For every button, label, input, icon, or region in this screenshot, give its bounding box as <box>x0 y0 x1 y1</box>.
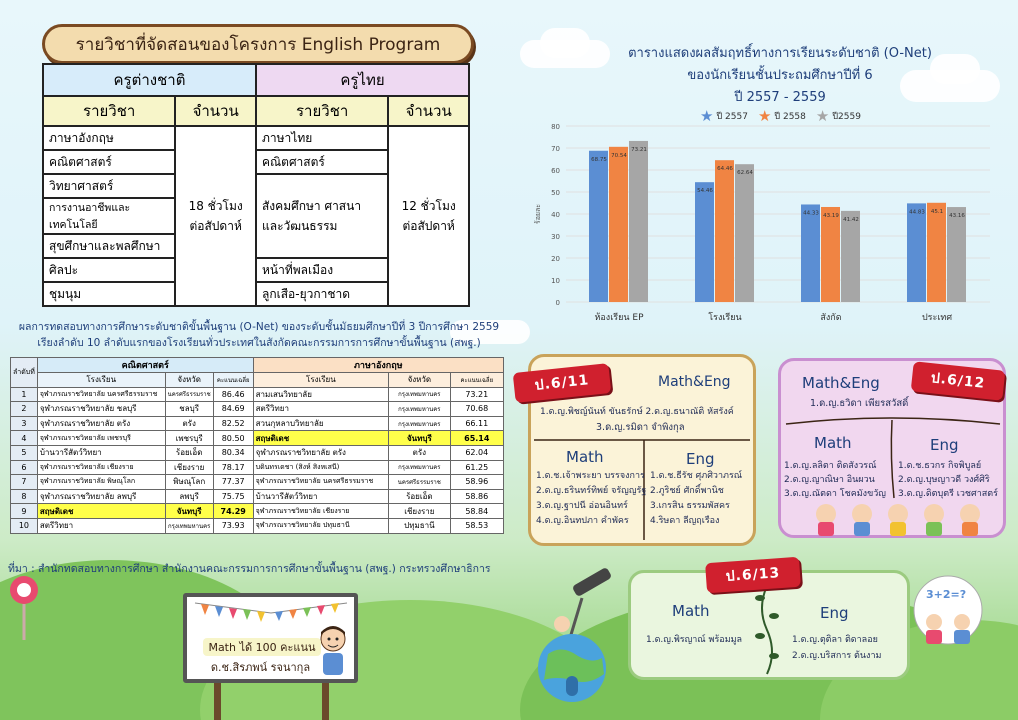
foreign-subject: ศิลปะ <box>43 258 175 282</box>
math-score-cell: 75.75 <box>213 489 253 504</box>
billboard-line1: Math ได้ 100 คะแนน <box>203 638 321 656</box>
math-province-cell: จันทบุรี <box>165 504 213 519</box>
y-tick-label: 40 <box>551 211 560 219</box>
thai-subject <box>256 174 388 258</box>
legend-label: ปี 2558 <box>774 112 806 122</box>
x-tick-label: ห้องเรียน EP <box>594 313 644 323</box>
thai-teacher-header: ครูไทย <box>256 64 469 96</box>
math-province-cell: นครศรีธรรมราช <box>165 387 213 402</box>
eng-score-cell: 65.14 <box>450 431 503 446</box>
math-province-cell: เชียงราย <box>165 460 213 475</box>
table-row <box>11 402 504 417</box>
data-label: 44.33 <box>803 210 819 217</box>
y-tick-label: 60 <box>551 167 560 175</box>
class-611-eng-name: 4.ริษดา ลีญฤเรือง <box>650 516 720 526</box>
math-province-cell: ชลบุรี <box>165 402 213 417</box>
thai-hours-line1: 12 ชั่วโมง <box>401 199 456 213</box>
class-611-math-name: 3.ด.ญ.ฐาปนี อ่อนอินทร์ <box>536 501 628 511</box>
class-613-tag: ป.6/13 <box>705 557 801 593</box>
eng-score-cell: 58.96 <box>450 475 503 490</box>
table-row <box>11 504 504 519</box>
math-province-cell: ร้อยเอ็ด <box>165 445 213 460</box>
foreign-subject: สุขศึกษาและพลศึกษา <box>43 234 175 258</box>
y-tick-label: 50 <box>551 189 560 197</box>
table-row <box>11 460 504 475</box>
bar <box>841 211 860 302</box>
y-tick-label: 10 <box>551 277 560 285</box>
eng-province-cell: ตรัง <box>389 445 450 460</box>
eng-score-cell: 73.21 <box>450 387 503 402</box>
data-label: 43.16 <box>949 213 965 220</box>
data-label: 73.21 <box>631 146 647 153</box>
rank-cell: 5 <box>11 445 38 460</box>
class-611-eng-name: 2.ภูริชย์ ศักดิ์พานิช <box>650 486 724 496</box>
count-col-header: จำนวน <box>388 96 469 126</box>
eng-school-cell: สามเสนวิทยาลัย <box>253 387 388 402</box>
class-613-eng-name: 1.ด.ญ.ตุติลา ติดาลอย <box>792 635 878 645</box>
data-label: 45.1 <box>930 208 944 215</box>
count-col-header: จำนวน <box>175 96 256 126</box>
bar <box>695 182 714 302</box>
data-label: 70.54 <box>611 152 627 159</box>
score-col-header: คะแนนเฉลี่ย <box>213 373 253 388</box>
bar <box>609 147 628 302</box>
thai-subject: หน้าที่พลเมือง <box>256 258 388 282</box>
class-612-main-line1: 1.ด.ญ.ธวิดา เพียรสวัสดิ์ <box>810 398 909 409</box>
eng-score-cell: 66.11 <box>450 416 503 431</box>
eng-school-cell: สตรีวิทยา <box>253 402 388 417</box>
eng-score-cell: 58.53 <box>450 518 503 533</box>
data-label: 43.19 <box>823 212 839 219</box>
foreign-subject: ภาษาอังกฤษ <box>43 126 175 150</box>
eng-school-cell: บ้านวารีสัตว์วิทยา <box>253 489 388 504</box>
eng-score-cell: 70.68 <box>450 402 503 417</box>
class-611-math-name: 1.ด.ช.เจ้าพระยา บรรจงการ <box>536 471 645 481</box>
results-caption-line1: ผลการทดสอบทางการศึกษาระดับชาติขั้นพื้นฐาน (O-Net) ของระดับชั้นมัธยมศึกษาปีที่ 3 ปีการศึกษา 2559 <box>18 321 500 333</box>
bar <box>589 151 608 302</box>
y-tick-label: 0 <box>555 299 560 307</box>
data-label: 68.75 <box>591 156 607 163</box>
table-row <box>11 518 504 533</box>
bar <box>907 203 926 302</box>
rank-header: ลำดับที่ <box>11 358 38 388</box>
eng-group-header: ภาษาอังกฤษ <box>253 358 503 373</box>
class-612-math-title: Math <box>814 434 852 452</box>
eng-score-cell: 62.04 <box>450 445 503 460</box>
legend-label: ปี2559 <box>832 112 861 122</box>
math-kid-bubble: 3+2=? <box>926 588 967 601</box>
eng-school-cell: จุฬาภรณราชวิทยาลัย ตรัง <box>253 445 388 460</box>
bar <box>947 207 966 302</box>
table-row <box>11 489 504 504</box>
class-613-eng-title: Eng <box>820 604 849 622</box>
thai-subject: คณิตศาสตร์ <box>256 150 388 174</box>
class-613-math-name: 1.ด.ญ.พิรญาณ์ พร้อมมูล <box>646 635 743 645</box>
star-icon: ★ <box>700 107 714 125</box>
math-province-cell: ลพบุรี <box>165 489 213 504</box>
class-612-math-name: 2.ด.ญ.ญาณิษา อินผวน <box>784 475 875 485</box>
foreign-subject: วิทยาศาสตร์ <box>43 174 175 198</box>
foreign-hours-line1: 18 ชั่วโมง <box>188 199 243 213</box>
billboard-post <box>214 683 221 720</box>
class-612-main-title: Math&Eng <box>802 374 880 392</box>
class-612-eng-title: Eng <box>930 436 959 454</box>
data-label: 62.64 <box>737 170 753 177</box>
thai-subject-line2: และวัฒนธรรม <box>261 219 338 233</box>
math-score-cell: 86.46 <box>213 387 253 402</box>
province-col-header: จังหวัด <box>389 373 450 388</box>
x-tick-label: ประเทศ <box>921 313 953 323</box>
thai-subject: ลูกเสือ-ยุวกาชาด <box>256 282 388 306</box>
class-612-math-name: 3.ด.ญ.ณัตดา โชคมังขวัญ <box>784 489 886 499</box>
math-school-cell: จุฬาภรณราชวิทยาลัย นครศรีธรรมราช <box>37 387 165 402</box>
eng-school-cell: บดินทรเดชา (สิงห์ สิงหเสนี) <box>253 460 388 475</box>
lollipop-icon <box>4 572 44 642</box>
data-label: 41.42 <box>843 216 859 223</box>
eng-score-cell: 58.84 <box>450 504 503 519</box>
table-row <box>11 416 504 431</box>
eng-school-cell: จุฬาภรณราชวิทยาลัย นครศรีธรรมราช <box>253 475 388 490</box>
chart-title-line2: ของนักเรียนชั้นประถมศึกษาปีที่ 6 <box>687 68 873 83</box>
rank-cell: 9 <box>11 504 38 519</box>
foreign-subject: ชุมนุม <box>43 282 175 306</box>
table-row <box>11 431 504 446</box>
foreign-subject: คณิตศาสตร์ <box>43 150 175 174</box>
math-province-cell: เพชรบุรี <box>165 431 213 446</box>
billboard-post <box>322 683 329 720</box>
rank-cell: 2 <box>11 402 38 417</box>
bar <box>821 207 840 302</box>
source-note: ที่มา : สำนักทดสอบทางการศึกษา สำนักงานคณะกรรมการการศึกษาขั้นพื้นฐาน (สพฐ.) กระทรวงศึกษาธิการ <box>8 563 491 575</box>
class-612-math-name: 1.ด.ญ.ลลิตา ติดสังวรณ์ <box>784 461 877 471</box>
y-axis-label: ร้อยละ <box>534 203 542 225</box>
math-score-cell: 78.17 <box>213 460 253 475</box>
data-label: 54.46 <box>697 188 713 195</box>
eng-school-cell: จุฬาภรณราชวิทยาลัย ปทุมธานี <box>253 518 388 533</box>
math-score-cell: 84.69 <box>213 402 253 417</box>
school-col-header: โรงเรียน <box>37 373 165 388</box>
y-tick-label: 30 <box>551 233 560 241</box>
eng-score-cell: 61.25 <box>450 460 503 475</box>
top10-schools-table <box>10 357 504 534</box>
class-611-eng-name: 3.เกรสิน ธรรมพัสคร <box>650 501 730 511</box>
y-tick-label: 70 <box>551 145 560 153</box>
class-611-main-line2: 3.ด.ญ.รมิดา จำพิงกุล <box>596 422 685 433</box>
math-school-cell: สตรีวิทยา <box>37 518 165 533</box>
math-score-cell: 73.93 <box>213 518 253 533</box>
math-province-cell: ตรัง <box>165 416 213 431</box>
math-school-cell: จุฬาภรณราชวิทยาลัย เชียงราย <box>37 460 165 475</box>
eng-province-cell: กรุงเทพมหานคร <box>389 402 450 417</box>
math-school-cell: จุฬาภรณราชวิทยาลัย พิษณุโลก <box>37 475 165 490</box>
class-612-eng-name: 2.ด.ญ.บุษญาวดี วงศ์ศิริ <box>898 475 990 485</box>
eng-score-cell: 58.86 <box>450 489 503 504</box>
eng-province-cell: กรุงเทพมหานคร <box>389 416 450 431</box>
rank-cell: 4 <box>11 431 38 446</box>
y-tick-label: 20 <box>551 255 560 263</box>
rank-cell: 1 <box>11 387 38 402</box>
class-611-math-name: 4.ด.ญ.อินทปภา คำพัคร <box>536 516 629 526</box>
y-tick-label: 80 <box>551 123 560 131</box>
eng-school-cell: สฤษดิเดช <box>253 431 388 446</box>
math-school-cell: บ้านวารีสัตว์วิทยา <box>37 445 165 460</box>
eng-province-cell: เชียงราย <box>389 504 450 519</box>
data-label: 44.83 <box>909 209 925 216</box>
eng-province-cell: ปทุมธานี <box>389 518 450 533</box>
kids-illustration-icon <box>804 500 994 536</box>
cloud <box>540 28 590 58</box>
eng-school-cell: สวนกุหลาบวิทยาลัย <box>253 416 388 431</box>
eng-school-cell: จุฬาภรณราชวิทยาลัย เชียงราย <box>253 504 388 519</box>
vine-divider-icon <box>752 584 782 676</box>
math-province-cell: กรุงเทพมหานคร <box>165 518 213 533</box>
legend-label: ปี 2557 <box>716 112 748 122</box>
class-612-tag: ป.6/12 <box>911 361 1006 400</box>
thai-subject: ภาษาไทย <box>256 126 388 150</box>
thai-hours-line2: ต่อสัปดาห์ <box>402 219 455 233</box>
eng-province-cell: กรุงเทพมหานคร <box>389 387 450 402</box>
math-group-header: คณิตศาสตร์ <box>37 358 253 373</box>
bar <box>927 203 946 302</box>
table-row <box>11 445 504 460</box>
foreign-subject: การงานอาชีพและเทคโนโลยี <box>43 198 175 234</box>
table-row <box>11 387 504 402</box>
thai-hours <box>388 126 469 306</box>
foreign-hours-line2: ต่อสัปดาห์ <box>189 219 242 233</box>
math-school-cell: จุฬาภรณราชวิทยาลัย เพชรบุรี <box>37 431 165 446</box>
class-611-main-title: Math&Eng <box>658 374 731 390</box>
class-611-tag: ป.6/11 <box>513 363 612 403</box>
math-school-cell: จุฬาภรณราชวิทยาลัย ตรัง <box>37 416 165 431</box>
star-icon: ★ <box>815 107 830 125</box>
math-school-cell: จุฬาภรณราชวิทยาลัย ชลบุรี <box>37 402 165 417</box>
foreign-teacher-header: ครูต่างชาติ <box>43 64 256 96</box>
class-611-math-name: 2.ด.ญ.ธรินทร์ทิพย์ จรัญญรัฐ <box>536 486 647 496</box>
x-tick-label: สังกัด <box>820 313 842 323</box>
rank-cell: 10 <box>11 518 38 533</box>
math-school-cell: จุฬาภรณราชวิทยาลัย ลพบุรี <box>37 489 165 504</box>
class-613-math-title: Math <box>672 602 710 620</box>
bar <box>629 141 648 302</box>
chart-title-line1: ตารางแสดงผลสัมฤทธิ์ทางการเรียนระดับชาติ (O-Net) <box>628 46 932 61</box>
table-row <box>11 475 504 490</box>
class-613-eng-name: 2.ด.ญ.บริสการ ต้นงาม <box>792 651 882 661</box>
class-612-eng-name: 1.ด.ช.ธวกร กิจพิบูลย์ <box>898 461 982 471</box>
math-score-cell: 80.34 <box>213 445 253 460</box>
score-col-header: คะแนนเฉลี่ย <box>450 373 503 388</box>
bar <box>735 164 754 302</box>
math-score-cell: 74.29 <box>213 504 253 519</box>
class-612-eng-name: 3.ด.ญ.ดิตบุตรี เวชศาสตร์ <box>898 489 998 499</box>
globe-telescope-icon <box>522 568 622 708</box>
eng-province-cell: กรุงเทพมหานคร <box>389 460 450 475</box>
eng-province-cell: ร้อยเอ็ด <box>389 489 450 504</box>
x-tick-label: โรงเรียน <box>708 313 742 323</box>
ep-title-text: รายวิชาที่จัดสอนของโครงการ English Program <box>75 34 441 55</box>
data-label: 64.46 <box>717 166 733 173</box>
ep-subjects-table <box>42 63 470 307</box>
billboard-line2: ด.ช.สิรภพน์ รจนากุล <box>210 661 311 674</box>
subject-col-header: รายวิชา <box>43 96 175 126</box>
math-province-cell: พิษณุโลก <box>165 475 213 490</box>
eng-province-cell: นครศรีธรรมราช <box>389 475 450 490</box>
class-611-eng-name: 1.ด.ช.ธีรัช ศุภศิวาภรณ์ <box>650 471 743 481</box>
rank-cell: 3 <box>11 416 38 431</box>
foreign-hours <box>175 126 256 306</box>
chart-title-line3: ปี 2557 - 2559 <box>734 90 826 105</box>
rank-cell: 7 <box>11 475 38 490</box>
onet-bar-chart <box>530 118 1000 328</box>
math-score-cell: 80.50 <box>213 431 253 446</box>
thai-subject-line1: สังคมศึกษา ศาสนา <box>261 199 362 213</box>
eng-province-cell: จันทบุรี <box>389 431 450 446</box>
class-611-main-line1: 1.ด.ญ.พิชญ์นันท์ ขันธรักษ์ 2.ด.ญ.ธนาณัติ หัสรังค์ <box>540 407 734 417</box>
results-caption-line2: เรียงลำดับ 10 ลำดับแรกของโรงเรียนทั่วประเทศในสังกัดคณะกรรมการการศึกษาขั้นพื้นฐาน (สพฐ.) <box>37 337 481 349</box>
rank-cell: 6 <box>11 460 38 475</box>
school-col-header: โรงเรียน <box>253 373 388 388</box>
bar <box>715 160 734 302</box>
subject-col-header: รายวิชา <box>256 96 388 126</box>
math-school-cell: สฤษดิเดช <box>37 504 165 519</box>
province-col-header: จังหวัด <box>165 373 213 388</box>
class-611-eng-title: Eng <box>686 450 715 468</box>
star-icon: ★ <box>757 107 772 125</box>
class-611-math-title: Math <box>566 448 604 466</box>
ep-title-banner <box>42 24 474 64</box>
math-score-cell: 77.37 <box>213 475 253 490</box>
rank-cell: 8 <box>11 489 38 504</box>
math-score-cell: 82.52 <box>213 416 253 431</box>
bar <box>801 204 820 302</box>
